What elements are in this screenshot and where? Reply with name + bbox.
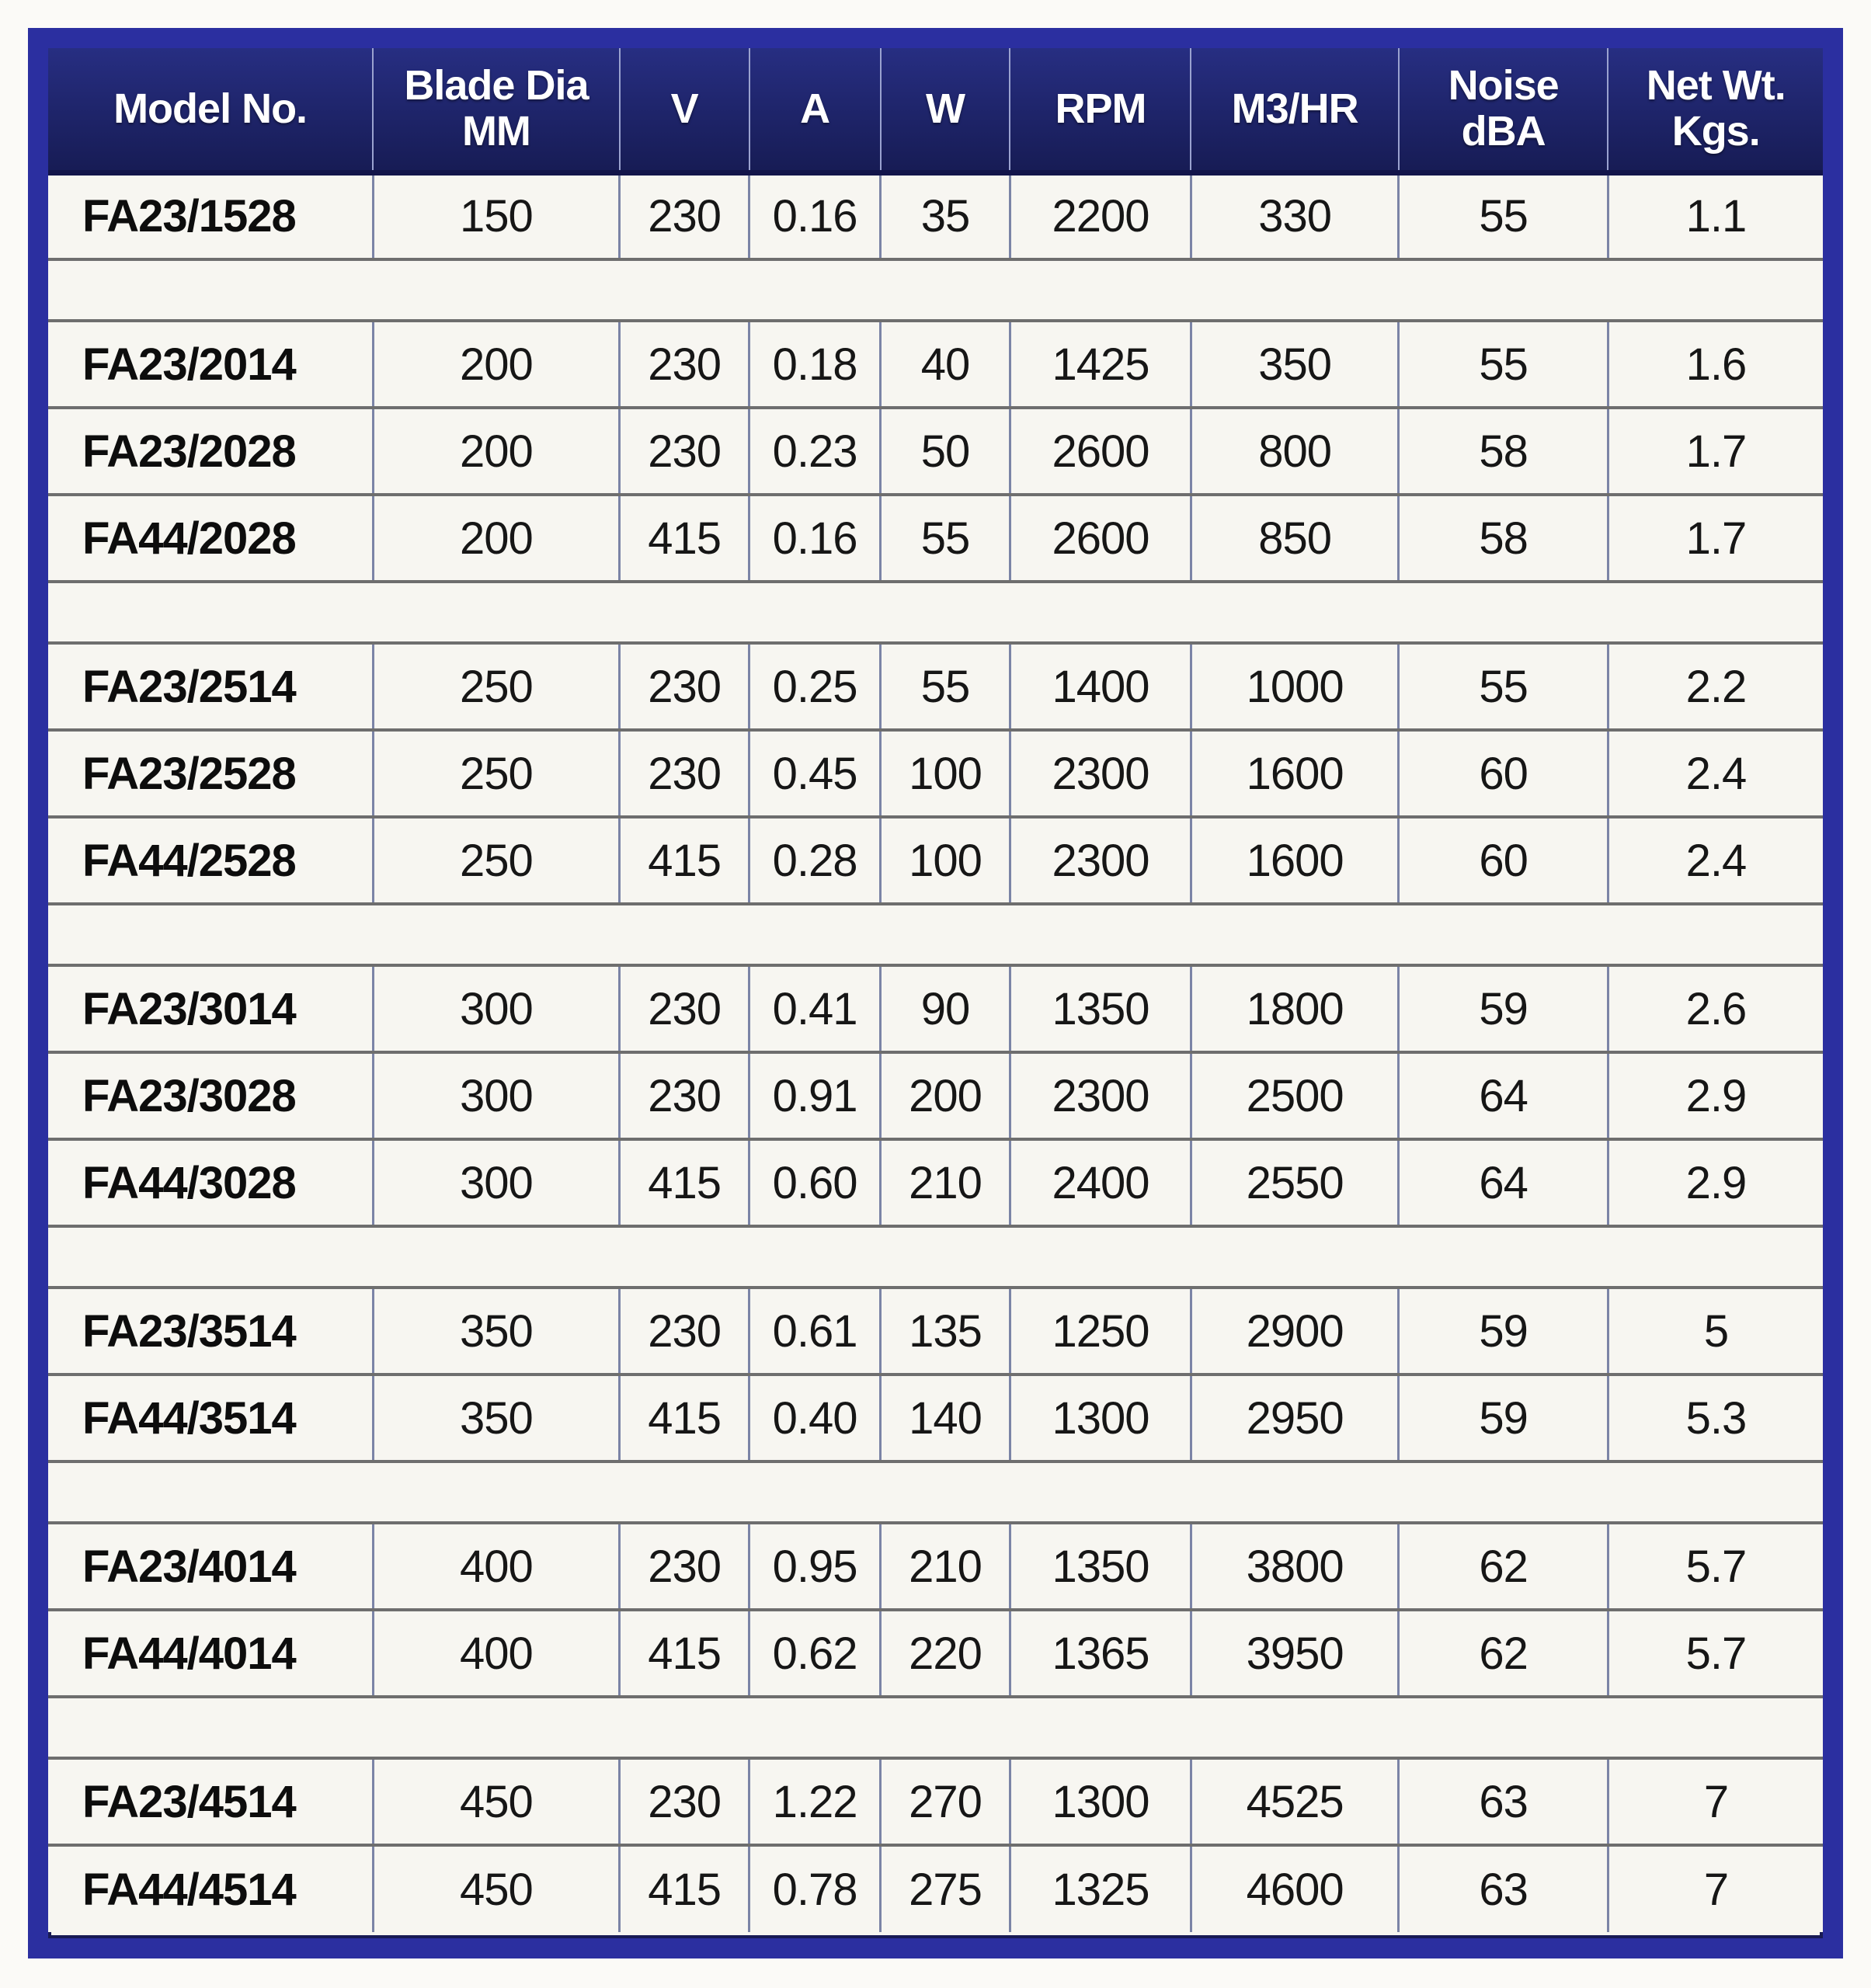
cell-value: 59 bbox=[1399, 1375, 1608, 1461]
cell-value: 1.22 bbox=[749, 1758, 881, 1845]
column-header-net-wt: Net Wt. Kgs. bbox=[1608, 48, 1823, 172]
column-header-blade-dia: Blade Dia MM bbox=[373, 48, 620, 172]
group-spacer-row bbox=[48, 259, 1823, 321]
table-row bbox=[48, 495, 1823, 582]
cell-value: 350 bbox=[373, 1288, 620, 1375]
cell-value: 7 bbox=[1608, 1845, 1823, 1932]
cell-value: 0.25 bbox=[749, 643, 881, 730]
cell-model: FA44/2028 bbox=[48, 495, 373, 582]
cell-model: FA23/3514 bbox=[48, 1288, 373, 1375]
cell-value: 55 bbox=[881, 495, 1010, 582]
cell-value: 1.7 bbox=[1608, 495, 1823, 582]
cell-value: 0.61 bbox=[749, 1288, 881, 1375]
cell-value: 0.16 bbox=[749, 172, 881, 259]
spacer-cell bbox=[48, 1226, 1823, 1288]
cell-model: FA23/2514 bbox=[48, 643, 373, 730]
cell-value: 0.23 bbox=[749, 408, 881, 495]
cell-value: 59 bbox=[1399, 965, 1608, 1052]
cell-value: 0.78 bbox=[749, 1845, 881, 1932]
column-header-noise: Noise dBA bbox=[1399, 48, 1608, 172]
column-header-watts: W bbox=[881, 48, 1010, 172]
cell-value: 0.41 bbox=[749, 965, 881, 1052]
cell-value: 2200 bbox=[1010, 172, 1191, 259]
cell-value: 90 bbox=[881, 965, 1010, 1052]
column-header-rpm: RPM bbox=[1010, 48, 1191, 172]
column-header-model: Model No. bbox=[48, 48, 373, 172]
spacer-cell bbox=[48, 259, 1823, 321]
spacer-cell bbox=[48, 582, 1823, 643]
cell-value: 5.7 bbox=[1608, 1610, 1823, 1697]
cell-value: 2.9 bbox=[1608, 1139, 1823, 1226]
cell-value: 1400 bbox=[1010, 643, 1191, 730]
cell-value: 415 bbox=[620, 495, 749, 582]
cell-value: 2300 bbox=[1010, 730, 1191, 817]
cell-value: 1325 bbox=[1010, 1845, 1191, 1932]
group-spacer-row bbox=[48, 1226, 1823, 1288]
cell-value: 300 bbox=[373, 1139, 620, 1226]
table-row bbox=[48, 643, 1823, 730]
cell-value: 5 bbox=[1608, 1288, 1823, 1375]
cell-value: 1.6 bbox=[1608, 321, 1823, 408]
cell-model: FA44/2528 bbox=[48, 817, 373, 904]
cell-value: 7 bbox=[1608, 1758, 1823, 1845]
cell-value: 2.2 bbox=[1608, 643, 1823, 730]
cell-value: 270 bbox=[881, 1758, 1010, 1845]
table-row bbox=[48, 1610, 1823, 1697]
cell-value: 415 bbox=[620, 817, 749, 904]
cell-value: 58 bbox=[1399, 495, 1608, 582]
table-row bbox=[48, 1288, 1823, 1375]
cell-model: FA23/3028 bbox=[48, 1052, 373, 1139]
table-row bbox=[48, 1845, 1823, 1932]
cell-value: 2500 bbox=[1191, 1052, 1398, 1139]
cell-value: 850 bbox=[1191, 495, 1398, 582]
cell-value: 1350 bbox=[1010, 1523, 1191, 1610]
cell-value: 5.3 bbox=[1608, 1375, 1823, 1461]
cell-model: FA23/4514 bbox=[48, 1758, 373, 1845]
cell-value: 2900 bbox=[1191, 1288, 1398, 1375]
cell-model: FA23/2528 bbox=[48, 730, 373, 817]
cell-value: 1000 bbox=[1191, 643, 1398, 730]
spacer-cell bbox=[48, 1697, 1823, 1758]
cell-model: FA23/3014 bbox=[48, 965, 373, 1052]
cell-value: 150 bbox=[373, 172, 620, 259]
cell-value: 135 bbox=[881, 1288, 1010, 1375]
table-row bbox=[48, 1523, 1823, 1610]
cell-value: 200 bbox=[881, 1052, 1010, 1139]
cell-value: 55 bbox=[881, 643, 1010, 730]
table-row bbox=[48, 408, 1823, 495]
cell-value: 1300 bbox=[1010, 1375, 1191, 1461]
table-row bbox=[48, 1139, 1823, 1226]
table-frame bbox=[28, 28, 1843, 1958]
cell-value: 2600 bbox=[1010, 408, 1191, 495]
cell-value: 415 bbox=[620, 1139, 749, 1226]
cell-value: 250 bbox=[373, 730, 620, 817]
cell-value: 2950 bbox=[1191, 1375, 1398, 1461]
cell-value: 1300 bbox=[1010, 1758, 1191, 1845]
cell-value: 230 bbox=[620, 730, 749, 817]
cell-value: 0.28 bbox=[749, 817, 881, 904]
cell-value: 400 bbox=[373, 1523, 620, 1610]
cell-value: 2600 bbox=[1010, 495, 1191, 582]
cell-value: 64 bbox=[1399, 1052, 1608, 1139]
cell-value: 62 bbox=[1399, 1610, 1608, 1697]
cell-value: 415 bbox=[620, 1375, 749, 1461]
cell-value: 1350 bbox=[1010, 965, 1191, 1052]
cell-value: 2.4 bbox=[1608, 817, 1823, 904]
spacer-cell bbox=[48, 1461, 1823, 1523]
table-header bbox=[48, 48, 1823, 172]
cell-value: 2.9 bbox=[1608, 1052, 1823, 1139]
cell-value: 63 bbox=[1399, 1845, 1608, 1932]
cell-value: 2300 bbox=[1010, 817, 1191, 904]
cell-value: 59 bbox=[1399, 1288, 1608, 1375]
cell-value: 4525 bbox=[1191, 1758, 1398, 1845]
column-header-volts: V bbox=[620, 48, 749, 172]
cell-value: 1425 bbox=[1010, 321, 1191, 408]
group-spacer-row bbox=[48, 904, 1823, 965]
cell-value: 55 bbox=[1399, 643, 1608, 730]
cell-value: 250 bbox=[373, 643, 620, 730]
cell-value: 3950 bbox=[1191, 1610, 1398, 1697]
cell-value: 350 bbox=[373, 1375, 620, 1461]
cell-value: 230 bbox=[620, 965, 749, 1052]
cell-value: 100 bbox=[881, 730, 1010, 817]
cell-model: FA23/1528 bbox=[48, 172, 373, 259]
cell-value: 275 bbox=[881, 1845, 1010, 1932]
cell-value: 800 bbox=[1191, 408, 1398, 495]
group-spacer-row bbox=[48, 1461, 1823, 1523]
cell-value: 300 bbox=[373, 1052, 620, 1139]
cell-value: 62 bbox=[1399, 1523, 1608, 1610]
column-header-airflow: M3/HR bbox=[1191, 48, 1398, 172]
cell-value: 60 bbox=[1399, 730, 1608, 817]
cell-value: 250 bbox=[373, 817, 620, 904]
cell-value: 0.95 bbox=[749, 1523, 881, 1610]
group-spacer-row bbox=[48, 582, 1823, 643]
cell-value: 230 bbox=[620, 408, 749, 495]
cell-value: 55 bbox=[1399, 321, 1608, 408]
cell-value: 64 bbox=[1399, 1139, 1608, 1226]
cell-value: 1.7 bbox=[1608, 408, 1823, 495]
cell-model: FA44/4514 bbox=[48, 1845, 373, 1932]
cell-value: 0.91 bbox=[749, 1052, 881, 1139]
cell-value: 58 bbox=[1399, 408, 1608, 495]
fan-spec-table bbox=[48, 48, 1823, 1932]
cell-value: 230 bbox=[620, 321, 749, 408]
cell-value: 415 bbox=[620, 1845, 749, 1932]
cell-value: 210 bbox=[881, 1523, 1010, 1610]
table-row bbox=[48, 730, 1823, 817]
cell-value: 40 bbox=[881, 321, 1010, 408]
table-body bbox=[48, 172, 1823, 1932]
cell-model: FA23/2014 bbox=[48, 321, 373, 408]
cell-value: 200 bbox=[373, 321, 620, 408]
column-header-amps: A bbox=[749, 48, 881, 172]
cell-value: 1.1 bbox=[1608, 172, 1823, 259]
cell-value: 2400 bbox=[1010, 1139, 1191, 1226]
cell-model: FA44/3514 bbox=[48, 1375, 373, 1461]
cell-value: 140 bbox=[881, 1375, 1010, 1461]
cell-value: 3800 bbox=[1191, 1523, 1398, 1610]
group-spacer-row bbox=[48, 1697, 1823, 1758]
cell-value: 2.4 bbox=[1608, 730, 1823, 817]
table-row bbox=[48, 1375, 1823, 1461]
cell-value: 2300 bbox=[1010, 1052, 1191, 1139]
table-row bbox=[48, 172, 1823, 259]
cell-value: 230 bbox=[620, 1288, 749, 1375]
cell-value: 1365 bbox=[1010, 1610, 1191, 1697]
cell-model: FA44/3028 bbox=[48, 1139, 373, 1226]
cell-value: 450 bbox=[373, 1845, 620, 1932]
table-row bbox=[48, 965, 1823, 1052]
cell-model: FA23/4014 bbox=[48, 1523, 373, 1610]
cell-value: 220 bbox=[881, 1610, 1010, 1697]
cell-value: 415 bbox=[620, 1610, 749, 1697]
cell-value: 63 bbox=[1399, 1758, 1608, 1845]
cell-value: 100 bbox=[881, 817, 1010, 904]
cell-value: 1600 bbox=[1191, 817, 1398, 904]
cell-value: 450 bbox=[373, 1758, 620, 1845]
cell-value: 4600 bbox=[1191, 1845, 1398, 1932]
cell-value: 1250 bbox=[1010, 1288, 1191, 1375]
cell-value: 55 bbox=[1399, 172, 1608, 259]
cell-value: 230 bbox=[620, 643, 749, 730]
cell-value: 50 bbox=[881, 408, 1010, 495]
cell-value: 230 bbox=[620, 172, 749, 259]
cell-value: 230 bbox=[620, 1758, 749, 1845]
table-row bbox=[48, 321, 1823, 408]
cell-value: 400 bbox=[373, 1610, 620, 1697]
spacer-cell bbox=[48, 904, 1823, 965]
cell-value: 350 bbox=[1191, 321, 1398, 408]
cell-value: 1800 bbox=[1191, 965, 1398, 1052]
cell-value: 2550 bbox=[1191, 1139, 1398, 1226]
cell-value: 0.60 bbox=[749, 1139, 881, 1226]
table-row bbox=[48, 817, 1823, 904]
cell-model: FA23/2028 bbox=[48, 408, 373, 495]
cell-value: 5.7 bbox=[1608, 1523, 1823, 1610]
cell-value: 200 bbox=[373, 495, 620, 582]
table-row bbox=[48, 1758, 1823, 1845]
cell-value: 35 bbox=[881, 172, 1010, 259]
cell-value: 0.62 bbox=[749, 1610, 881, 1697]
cell-value: 0.16 bbox=[749, 495, 881, 582]
cell-value: 230 bbox=[620, 1523, 749, 1610]
table-row bbox=[48, 1052, 1823, 1139]
cell-value: 210 bbox=[881, 1139, 1010, 1226]
cell-value: 230 bbox=[620, 1052, 749, 1139]
cell-value: 300 bbox=[373, 965, 620, 1052]
cell-value: 60 bbox=[1399, 817, 1608, 904]
cell-model: FA44/4014 bbox=[48, 1610, 373, 1697]
cell-value: 0.18 bbox=[749, 321, 881, 408]
cell-value: 0.45 bbox=[749, 730, 881, 817]
cell-value: 1600 bbox=[1191, 730, 1398, 817]
cell-value: 330 bbox=[1191, 172, 1398, 259]
header-row bbox=[48, 48, 1823, 172]
cell-value: 2.6 bbox=[1608, 965, 1823, 1052]
cell-value: 0.40 bbox=[749, 1375, 881, 1461]
cell-value: 200 bbox=[373, 408, 620, 495]
